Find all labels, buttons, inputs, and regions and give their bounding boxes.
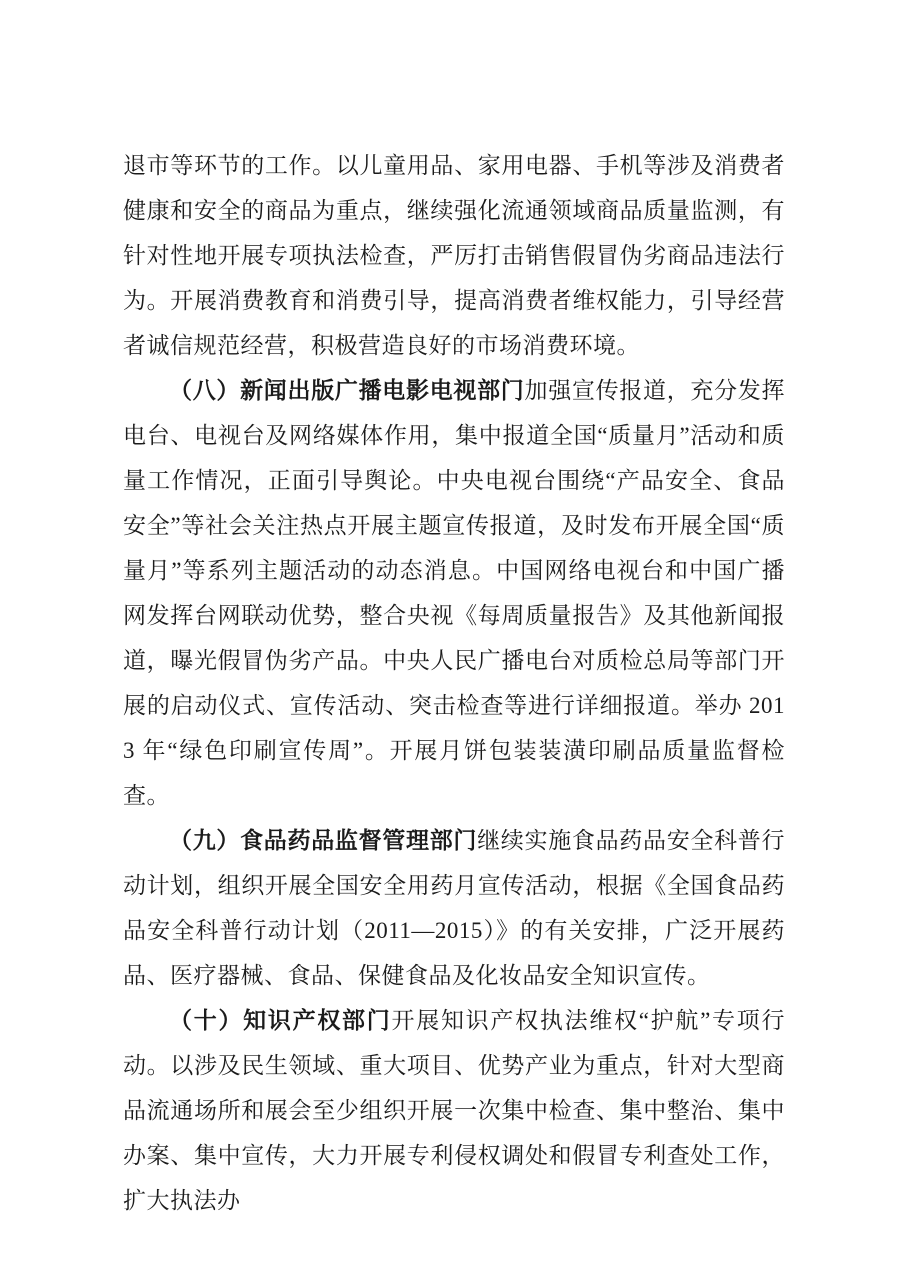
paragraph-text: 加强宣传报道，充分发挥电台、电视台及网络媒体作用，集中报道全国“质量月”活动和质量工作情况，正面引导舆论。中央电视台围绕“产品安全、食品安全”等社会关注热点开展主题宣传报道，及时发布开展全国“质量月”等系列主题活动的动态消息。中国网络电视台和中国广播网发挥台网联动优势，整合央视《每周质量报告》及其他新闻报道，曝光假冒伪劣产品。中央人民广播电台对质检总局等部门开展的启动仪式、宣传活动、突击检查等进行详细报道。举办 2013 年“绿色印刷宣传周”。开展月饼包装装潢印刷品质量监督检查。: [123, 378, 786, 808]
paragraph-lead: （八）新闻出版广播电影电视部门: [169, 378, 525, 403]
paragraph-continuation: [123, 143, 785, 368]
paragraph-lead: （九）食品药品监督管理部门: [169, 828, 478, 853]
paragraph-section-8: [123, 368, 785, 818]
paragraph-section-9: [123, 818, 785, 998]
paragraph-text: 退市等环节的工作。以儿童用品、家用电器、手机等涉及消费者健康和安全的商品为重点，继续强化流通领域商品质量监测，有针对性地开展专项执法检查，严厉打击销售假冒伪劣商品违法行为。开展消费教育和消费引导，提高消费者维权能力，引导经营者诚信规范经营，积极营造良好的市场消费环境。: [123, 153, 785, 358]
paragraph-text: 继续实施食品药品安全科普行动计划，组织开展全国安全用药月宣传活动，根据《全国食品药品安全科普行动计划（2011—2015）》的有关安排，广泛开展药品、医疗器械、食品、保健食品及化妆品安全知识宣传。: [123, 828, 786, 988]
document-body: [123, 143, 785, 1223]
paragraph-text: 开展知识产权执法维权“护航”专项行动。以涉及民生领域、重大项目、优势产业为重点，针对大型商品流通场所和展会至少组织开展一次集中检查、集中整治、集中办案、集中宣传，大力开展专利侵权调处和假冒专利查处工作，扩大执法办: [123, 1008, 786, 1213]
paragraph-section-10: [123, 998, 785, 1223]
paragraph-lead: （十）知识产权部门: [169, 1008, 392, 1033]
